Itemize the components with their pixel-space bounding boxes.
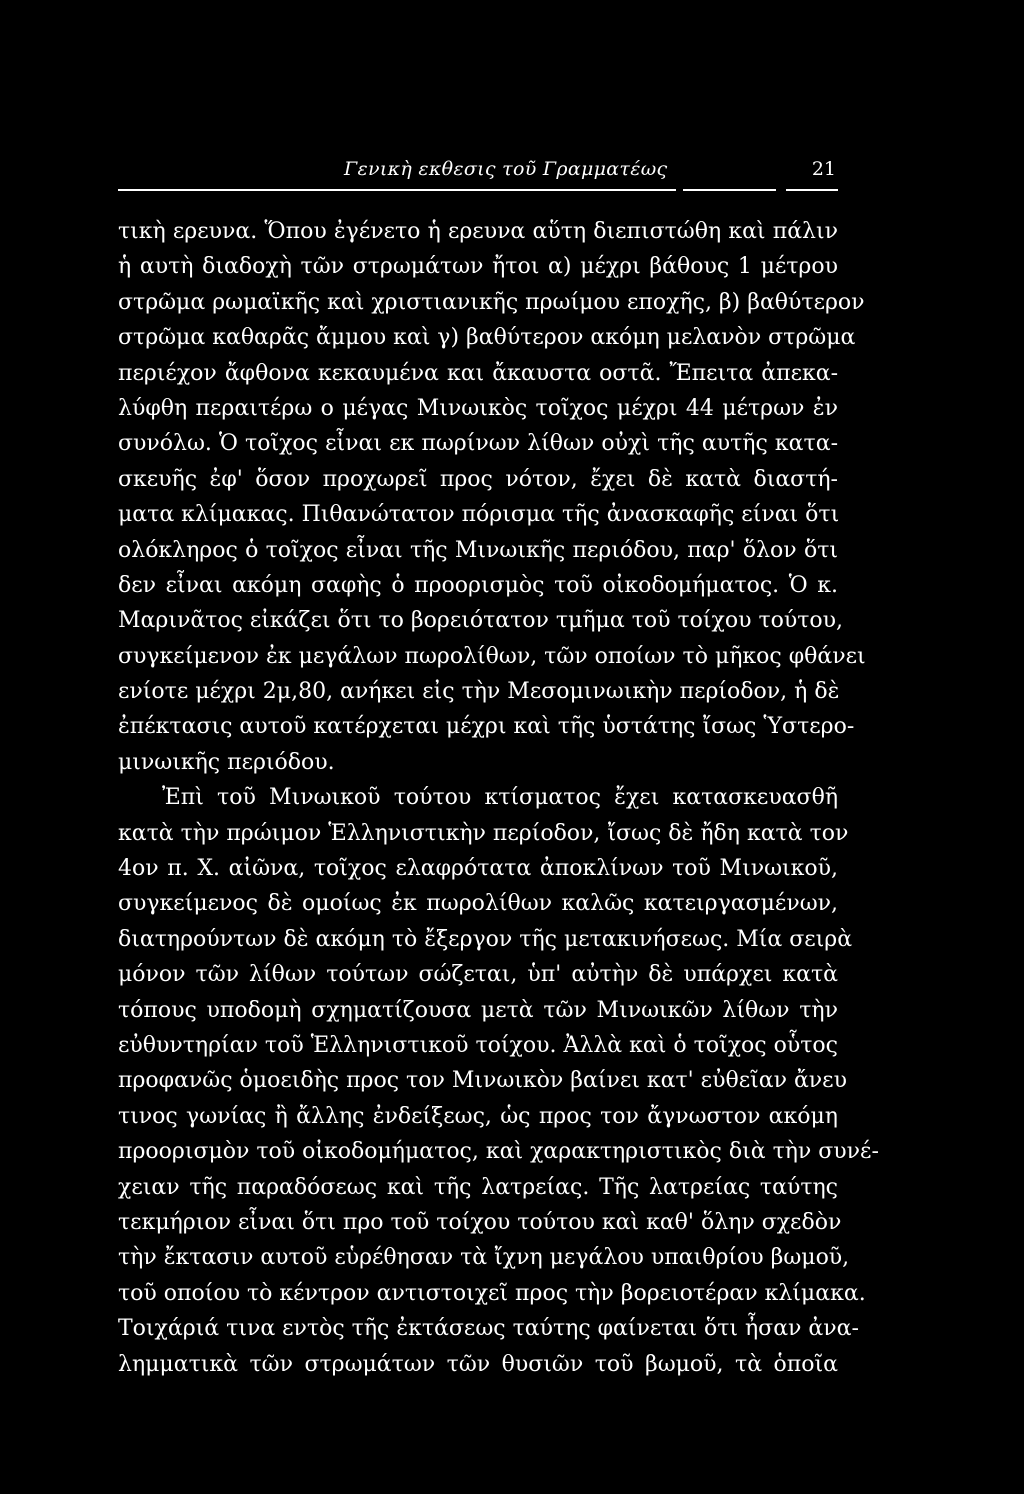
text-line: διατηρούντων δὲ ακόμη τὸ ἔξεργον τῆς μετακινήσεως. Μία σειρὰ <box>118 926 853 952</box>
text-line: κατὰ τὴν πρώιμον Ἑλληνιστικὴν περίοδον, ἴσως δὲ ἤδη κατὰ τον <box>118 820 849 846</box>
text-line: εὐθυντηρίαν τοῦ Ἑλληνιστικοῦ τοίχου. Ἀλλὰ καὶ ὁ τοῖχος οὗτος <box>118 1032 838 1058</box>
text-line: λημματικὰ τῶν στρωμάτων τῶν θυσιῶν τοῦ βωμοῦ, τὰ ὁποῖα <box>118 1351 838 1377</box>
text-line: τοῦ οποίου τὸ κέντρον αντιστοιχεῖ προς τὴν βορειοτέραν κλίμακα. <box>118 1280 866 1306</box>
text-line: ενίοτε μέχρι 2μ,80, ανήκει εἰς τὴν Μεσομινωικὴν περίοδον, ἡ δὲ <box>118 679 840 705</box>
text-line: 4ον π. Χ. αἰῶνα, τοῖχος ελαφρότατα ἀποκλίνων τοῦ Μινωικοῦ, <box>118 856 838 882</box>
text-line: δεν εἶναι ακόμη σαφὴς ὁ προορισμὸς τοῦ οἰκοδομήματος. Ὁ κ. <box>118 572 838 598</box>
text-line: τικὴ ερευνα. Ὅπου ἐγένετο ἡ ερευνα αὕτη διεπιστώθη καὶ πάλιν <box>118 219 838 244</box>
page-number: 21 <box>811 158 836 180</box>
text-line: στρῶμα καθαρᾶς ἄμμου καὶ γ) βαθύτερον ακόμη μελανὸν στρῶμα <box>118 325 856 351</box>
text-line: σκευῆς ἐφ' ὅσον προχωρεῖ προς νότον, ἔχει δὲ κατὰ διαστή- <box>118 466 838 492</box>
text-line: ματα κλίμακας. Πιθανώτατον πόρισμα τῆς ἀνασκαφῆς είναι ὅτι <box>118 502 840 528</box>
text-line: συγκείμενος δὲ ομοίως ἐκ πωρολίθων καλῶς κατειργασμένων, <box>118 891 838 917</box>
text-line: ολόκληρος ὁ τοῖχος εἶναι τῆς Μινωικῆς περιόδου, παρ' ὅλον ὅτι <box>118 537 838 563</box>
text-line: Ἐπὶ τοῦ Μινωικοῦ τούτου κτίσματος ἔχει κατασκευασθῆ <box>162 785 838 811</box>
text-line: χειαν τῆς παραδόσεως καὶ τῆς λατρείας. Τῆς λατρείας ταύτης <box>118 1174 838 1200</box>
text-line: λύφθη περαιτέρω ο μέγας Μινωικὸς τοῖχος μέχρι 44 μέτρων ἐν <box>118 395 838 421</box>
header-rule <box>118 189 838 191</box>
running-header <box>118 158 838 188</box>
text-line: τεκμήριον εἶναι ὅτι προ τοῦ τοίχου τούτου καὶ καθ' ὅλην σχεδὸν <box>118 1209 842 1235</box>
text-line: περιέχον ἄφθονα κεκαυμένα και ἄκαυστα οστᾶ. Ἔπειτα ἀπεκα- <box>118 360 838 386</box>
text-line: ἡ αυτὴ διαδοχὴ τῶν στρωμάτων ἤτοι α) μέχρι βάθους 1 μέτρου <box>118 254 838 280</box>
text-line: συγκείμενον ἐκ μεγάλων πωρολίθων, τῶν οποίων τὸ μῆκος φθάνει <box>118 643 866 669</box>
text-line: προφανῶς ὁμοειδὴς προς τον Μινωικὸν βαίνει κατ' εὐθεῖαν ἄνευ <box>118 1068 847 1094</box>
text-line: μινωικῆς περιόδου. <box>118 749 335 775</box>
text-line: συνόλω. Ὁ τοῖχος εἶναι εκ πωρίνων λίθων οὐχὶ τῆς αυτῆς κατα- <box>118 431 838 457</box>
text-line: Τοιχάριά τινα εντὸς τῆς ἐκτάσεως ταύτης φαίνεται ὅτι ἦσαν ἀνα- <box>118 1316 859 1342</box>
text-line: μόνον τῶν λίθων τούτων σώζεται, ὑπ' αὐτὴν δὲ υπάρχει κατὰ <box>118 962 838 988</box>
text-line: ἐπέκτασις αυτοῦ κατέρχεται μέχρι καὶ τῆς ὑστάτης ἴσως Ὑστερο- <box>118 714 855 740</box>
text-line: τόπους υποδομὴ σχηματίζουσα μετὰ τῶν Μινωικῶν λίθων τὴν <box>118 997 838 1023</box>
text-line: τινος γωνίας ἢ ἄλλης ἐνδείξεως, ὡς προς τον ἄγνωστον ακόμη <box>118 1103 838 1129</box>
header-title: Γενικὴ εκθεσις τοῦ Γραμματέως <box>344 158 668 180</box>
text-line: στρῶμα ρωμαϊκῆς καὶ χριστιανικῆς πρωίμου εποχῆς, β) βαθύτερον <box>118 289 865 315</box>
text-line: Μαρινᾶτος εἰκάζει ὅτι το βορειότατον τμῆμα τοῦ τοίχου τούτου, <box>118 608 844 634</box>
body-text <box>118 214 879 1382</box>
text-line: τὴν ἔκτασιν αυτοῦ εὑρέθησαν τὰ ἴχνη μεγάλου υπαιθρίου βωμοῦ, <box>118 1245 850 1271</box>
text-line: προορισμὸν τοῦ οἰκοδομήματος, καὶ χαρακτηριστικὸς διὰ τὴν συνέ- <box>118 1139 879 1165</box>
